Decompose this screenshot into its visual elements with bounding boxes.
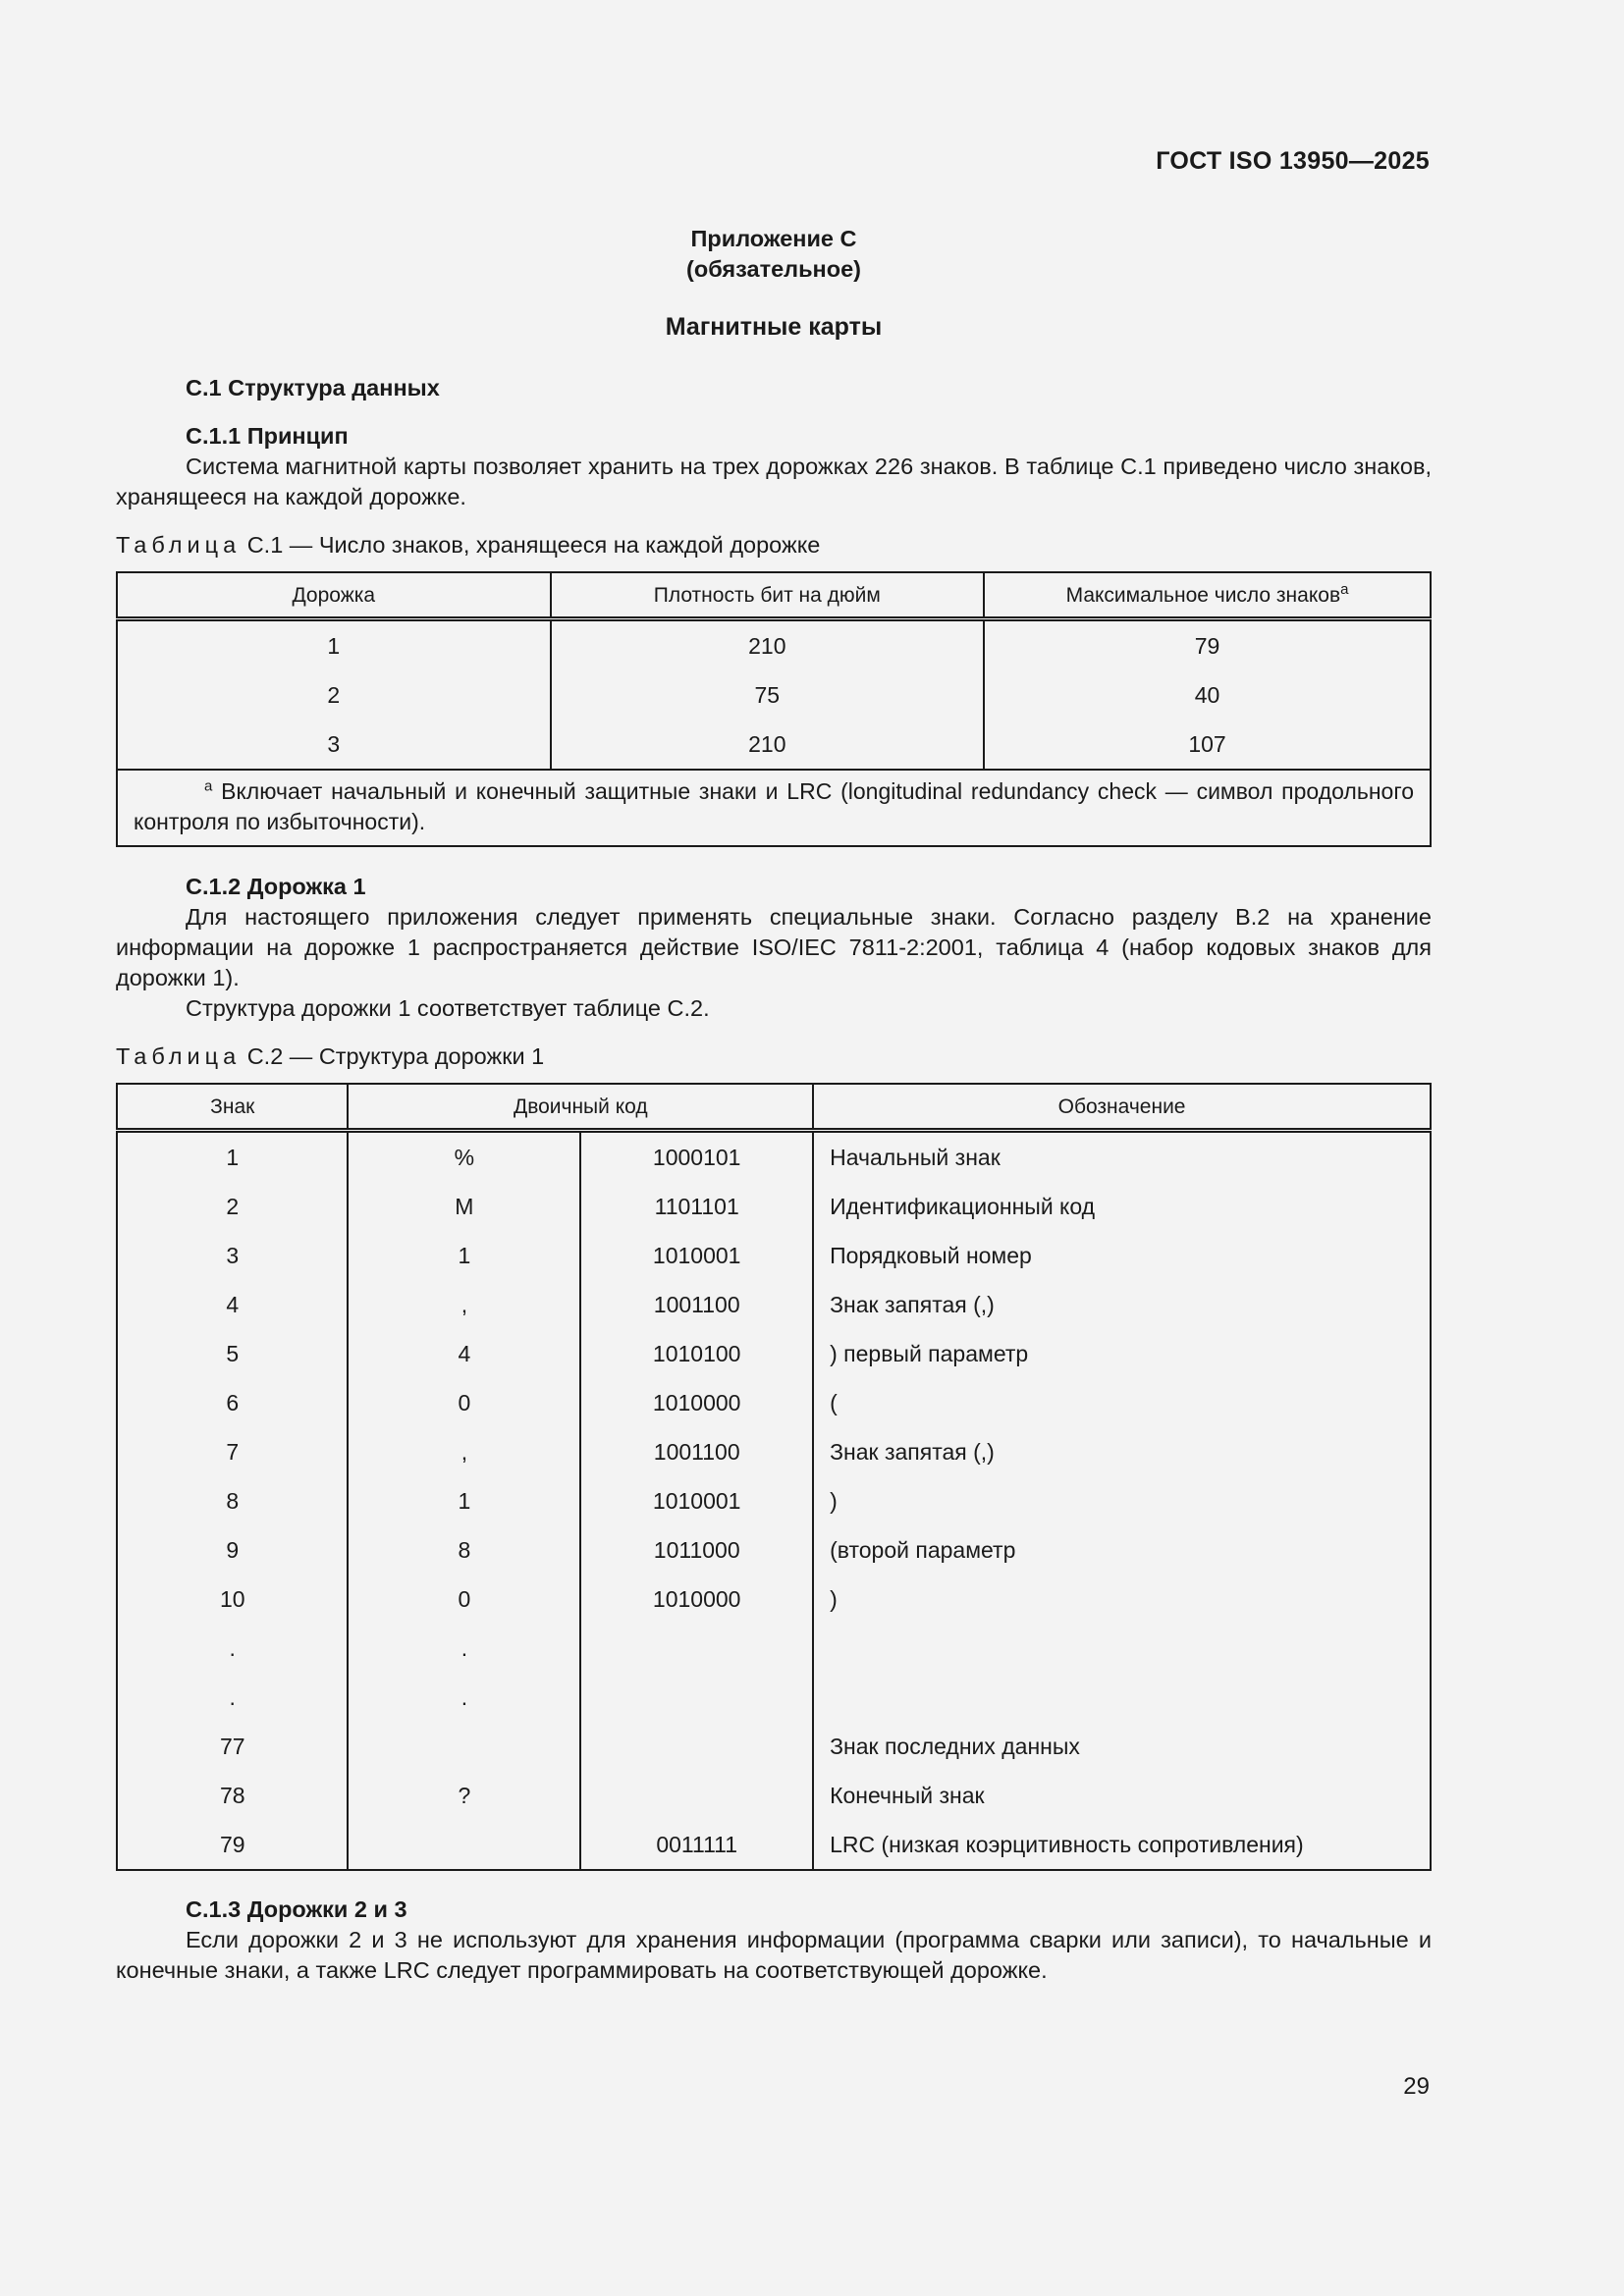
table-row xyxy=(117,670,1431,720)
table-cell: 4 xyxy=(348,1329,580,1378)
table1-caption xyxy=(116,530,1432,561)
table-cell: ( xyxy=(830,1389,838,1415)
table-cell: Конечный знак xyxy=(830,1782,985,1808)
section-c12-text-2: Структура дорожки 1 соответствует таблице С.2. xyxy=(186,995,710,1021)
table-cell: 7 xyxy=(117,1427,348,1476)
table-cell: ? xyxy=(348,1771,580,1820)
table-cell: 1001100 xyxy=(580,1280,813,1329)
table-row xyxy=(117,1378,1431,1427)
table-cell: Начальный знак xyxy=(830,1144,1001,1170)
table-cell: . xyxy=(117,1673,348,1722)
table-cell: Идентификационный код xyxy=(830,1193,1096,1219)
table-cell: . xyxy=(348,1624,580,1673)
table-cell: , xyxy=(348,1427,580,1476)
table-cell: Знак последних данных xyxy=(830,1733,1080,1759)
table-cell: 0011111 xyxy=(580,1820,813,1870)
section-c11-text: Система магнитной карты позволяет хранить на трех дорожках 226 знаков. В таблице С.1 приведено число знаков, хранящееся на каждой дорожке. xyxy=(116,454,1432,509)
table-body xyxy=(117,1131,1431,1871)
annex-title: Приложение С xyxy=(690,226,857,251)
table-header-cell: Плотность бит на дюйм xyxy=(551,572,985,619)
table-cell: 1010001 xyxy=(580,1476,813,1525)
section-c1-heading: С.1 Структура данных xyxy=(186,375,440,400)
table-cell xyxy=(348,1820,580,1870)
table1-caption-word: Таблица xyxy=(116,532,242,558)
table-row xyxy=(117,1476,1431,1525)
table-cell: . xyxy=(348,1673,580,1722)
table-cell: Знак запятая (,) xyxy=(830,1438,995,1465)
table-row xyxy=(117,1525,1431,1575)
table-footnote xyxy=(117,770,1431,846)
table-header-cell: Дорожка xyxy=(117,572,551,619)
table2-caption-word: Таблица xyxy=(116,1043,242,1069)
table-cell: 9 xyxy=(117,1525,348,1575)
table2-caption-text: С.2 — Структура дорожки 1 xyxy=(246,1043,545,1069)
annex-status: (обязательное) xyxy=(686,256,861,282)
table-cell: LRC (низкая коэрцитивность сопротивления) xyxy=(830,1831,1304,1857)
table-cell: 1001100 xyxy=(580,1427,813,1476)
table-cell: 1101101 xyxy=(580,1182,813,1231)
table-cell: 1010000 xyxy=(580,1378,813,1427)
table-cell: 1 xyxy=(117,1131,348,1183)
table-row xyxy=(117,1771,1431,1820)
table-cell: 1010001 xyxy=(580,1231,813,1280)
table-header-row xyxy=(117,572,1431,619)
table-row xyxy=(117,1820,1431,1870)
table-header-cell: Знак xyxy=(117,1084,348,1131)
table-cell xyxy=(813,1624,1431,1673)
section-c13-heading: С.1.3 Дорожки 2 и 3 xyxy=(186,1896,407,1922)
table-cell: 0 xyxy=(348,1575,580,1624)
table-cell xyxy=(580,1722,813,1771)
page-content xyxy=(116,224,1432,1986)
table-row xyxy=(117,1722,1431,1771)
section-c12-text: Для настоящего приложения следует применять специальные знаки. Согласно разделу В.2 на хранение информации на дорожке 1 распространяется действие ISO/IEC 7811-2:2001, таблица 4 (набор кодовых знаков для дорожки 1). xyxy=(116,904,1432,990)
table-cell: 1 xyxy=(348,1231,580,1280)
table-row xyxy=(117,1427,1431,1476)
table-cell: 77 xyxy=(117,1722,348,1771)
table-cell xyxy=(348,1722,580,1771)
table-row xyxy=(117,1624,1431,1673)
table-cell: 5 xyxy=(117,1329,348,1378)
table-footnote-row xyxy=(117,770,1431,846)
table-cell: 2 xyxy=(117,670,551,720)
table-cell: 79 xyxy=(117,1820,348,1870)
table-cell: 4 xyxy=(117,1280,348,1329)
table-row xyxy=(117,1575,1431,1624)
annex-subject: Магнитные карты xyxy=(665,313,883,341)
table-header-text: Максимальное число знаков xyxy=(1065,583,1341,607)
table-cell: 1010100 xyxy=(580,1329,813,1378)
table-cell: ) xyxy=(830,1487,838,1514)
standard-designation: ГОСТ ISO 13950—2025 xyxy=(1156,147,1430,175)
table-cell: 2 xyxy=(117,1182,348,1231)
table-cell: 40 xyxy=(1194,681,1220,708)
table-cell: 6 xyxy=(117,1378,348,1427)
table-cell: 1 xyxy=(348,1476,580,1525)
table-cell: 79 xyxy=(1194,632,1220,659)
table-row xyxy=(117,1673,1431,1722)
table-cell: . xyxy=(117,1624,348,1673)
table-cell: Порядковый номер xyxy=(830,1242,1032,1268)
table-cell: 75 xyxy=(551,670,985,720)
table-cell: 0 xyxy=(348,1378,580,1427)
table-cell: ) xyxy=(830,1585,838,1612)
table2-caption xyxy=(116,1041,1432,1072)
table-cell: 1 xyxy=(117,619,551,671)
table-header-cell: Двоичный код xyxy=(348,1084,813,1131)
table-cell: ) первый параметр xyxy=(830,1340,1029,1366)
table-cell: 210 xyxy=(551,720,985,770)
footnote-marker: a xyxy=(204,777,213,795)
page-number: 29 xyxy=(1403,2073,1430,2100)
table-header-cell: Обозначение xyxy=(813,1084,1431,1131)
table-cell: 1000101 xyxy=(580,1131,813,1183)
table-cell: 107 xyxy=(1188,730,1226,757)
table-header-cell xyxy=(984,572,1431,619)
table-c2 xyxy=(116,1083,1432,1871)
table-cell xyxy=(813,1673,1431,1722)
table-cell: , xyxy=(348,1280,580,1329)
table-cell: 8 xyxy=(348,1525,580,1575)
table-row xyxy=(117,1182,1431,1231)
section-c11-heading: С.1.1 Принцип xyxy=(186,423,349,449)
table-cell xyxy=(580,1771,813,1820)
table-cell: 78 xyxy=(117,1771,348,1820)
table1-caption-text: С.1 — Число знаков, хранящееся на каждой дорожке xyxy=(246,532,821,558)
table-cell: 3 xyxy=(117,1231,348,1280)
table-cell xyxy=(580,1624,813,1673)
section-c12-heading: С.1.2 Дорожка 1 xyxy=(186,874,366,899)
table-cell: 210 xyxy=(551,619,985,671)
table-cell: 1010000 xyxy=(580,1575,813,1624)
table-row xyxy=(117,1231,1431,1280)
table-row xyxy=(117,1280,1431,1329)
table-cell: 8 xyxy=(117,1476,348,1525)
table-row xyxy=(117,619,1431,671)
table-cell xyxy=(580,1673,813,1722)
table-cell: (второй параметр xyxy=(830,1536,1016,1563)
table-c1 xyxy=(116,571,1432,847)
footnote-text: Включает начальный и конечный защитные знаки и LRC (longitudinal redundancy check — символ продольного контроля по избыточности). xyxy=(134,778,1414,834)
table-cell: % xyxy=(348,1131,580,1183)
table-cell: 1011000 xyxy=(580,1525,813,1575)
table-cell: Знак запятая (,) xyxy=(830,1291,995,1317)
table-cell: M xyxy=(348,1182,580,1231)
table-row xyxy=(117,1329,1431,1378)
table-header-row xyxy=(117,1084,1431,1131)
footnote-marker: a xyxy=(1340,580,1349,598)
table-cell: 3 xyxy=(117,720,551,770)
table-row xyxy=(117,720,1431,770)
table-row xyxy=(117,1131,1431,1183)
section-c13-text: Если дорожки 2 и 3 не используют для хранения информации (программа сварки или записи), то начальные и конечные знаки, а также LRC следует программировать на соответствующей дорожке. xyxy=(116,1927,1432,1983)
table-cell: 10 xyxy=(117,1575,348,1624)
